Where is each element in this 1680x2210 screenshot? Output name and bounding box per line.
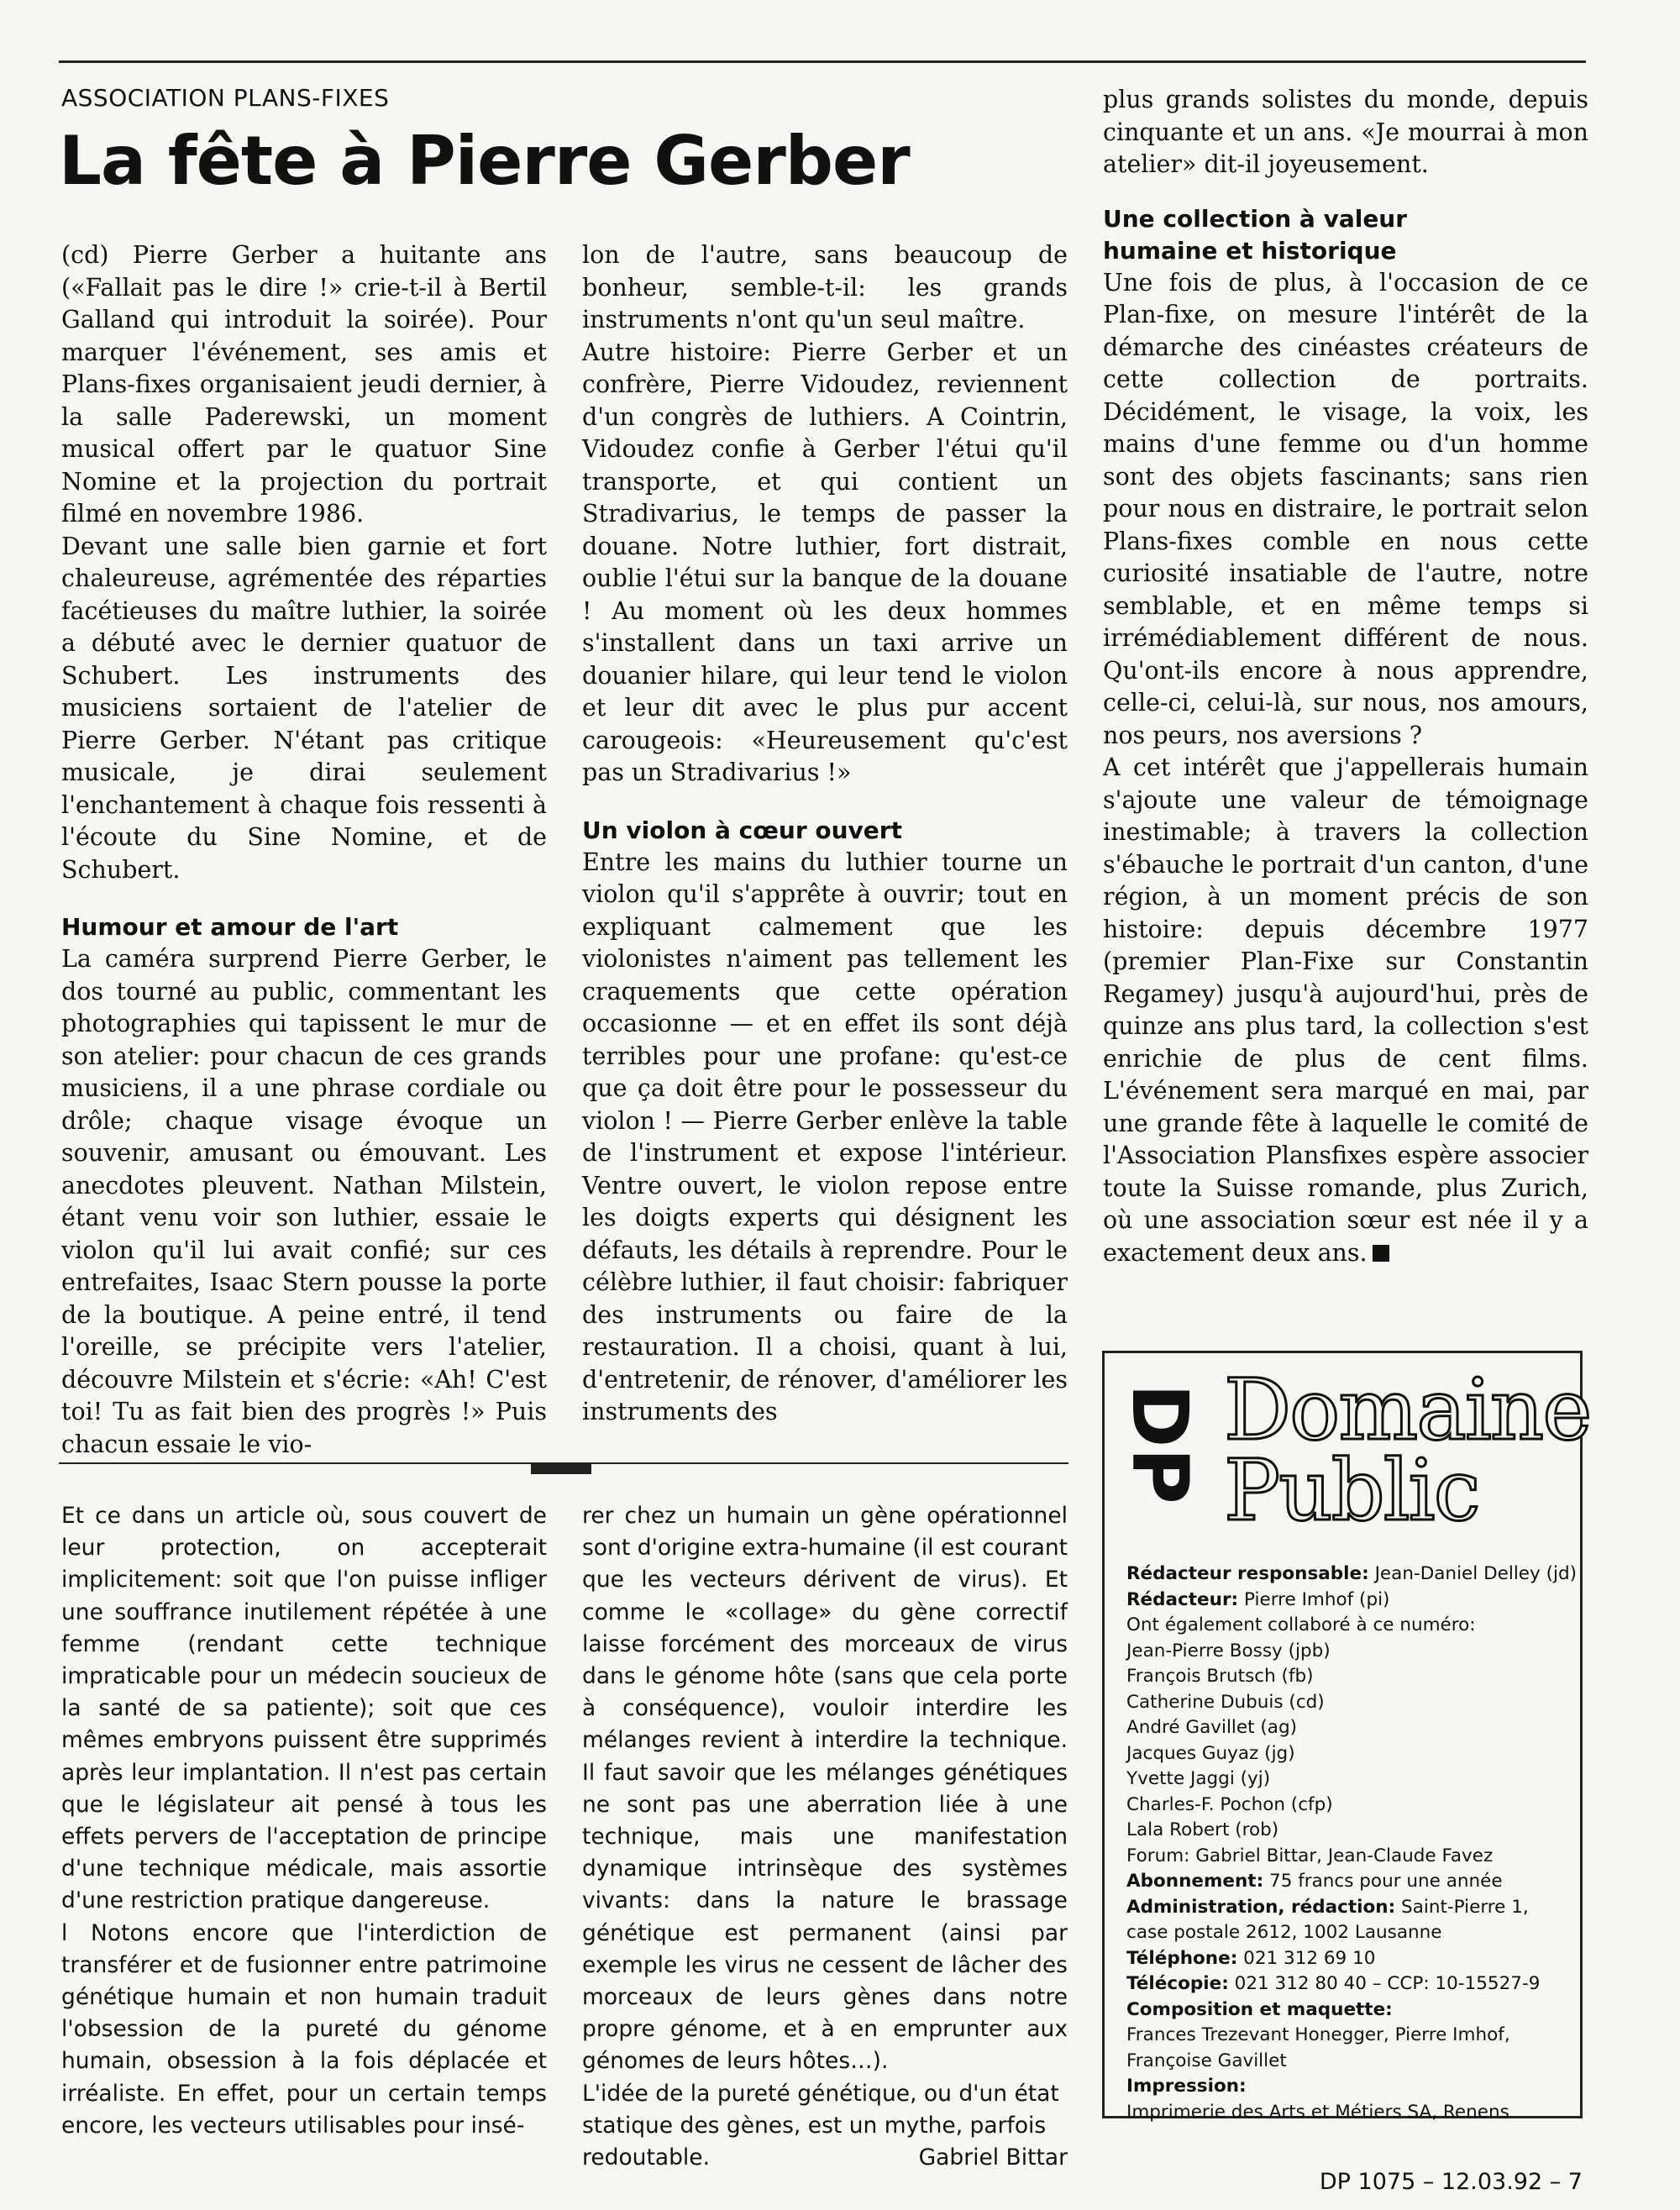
credit-line: [1126, 1741, 1572, 1767]
credit-line: [1126, 1946, 1572, 1972]
paragraph: lon de l'autre, sans beaucoup de bonheur, semble-t-il: les grands instruments n'ont qu'un seul maître.: [582, 241, 1068, 333]
credit-line: [1126, 1664, 1572, 1690]
subheading: [1103, 203, 1588, 267]
section-kicker: ASSOCIATION PLANS-FIXES: [61, 84, 390, 112]
paragraph: [582, 2078, 1068, 2175]
credit-value: 021 312 69 10: [1243, 1947, 1376, 1969]
author-signature: Gabriel Bittar: [918, 2144, 1068, 2171]
credit-line: [1126, 2049, 1572, 2075]
credit-label: Abonnement:: [1126, 1871, 1264, 1892]
credit-value: Jean-Daniel Delley (jd): [1374, 1563, 1577, 1584]
paragraph: Entre les mains du luthier tourne un violon qu'il s'apprête à ouvrir; tout en expliquant calmement que les violonistes n'aiment pas tellement les craquements que cette opération occasionne — et en effet ils sont déjà terribles pour une profane: qu'est-ce que ça doit être pour le possesseur du violon ! — Pierre Gerber enlève la table de l'instrument et expose l'intérieur. Ventre ouvert, le violon repose entre les doigts experts qui désignent les défauts, les détails à reprendre. Pour le célèbre luthier, il faut choisir: fabriquer des instruments ou faire de la restauration. Il a choisi, quant à lui, d'entretenir, de rénover, d'améliorer les instruments des: [582, 848, 1068, 1425]
credit-value: Imprimerie des Arts et Métiers SA, Renens: [1126, 2101, 1509, 2123]
credit-value: Forum: Gabriel Bittar, Jean-Claude Favez: [1126, 1845, 1494, 1866]
article-column-1: [61, 239, 547, 1461]
credit-label: Télécopie:: [1126, 1973, 1229, 1994]
credit-line: [1126, 2100, 1572, 2126]
article-column-3: [1103, 84, 1588, 1269]
article-headline: La fête à Pierre Gerber: [59, 122, 910, 200]
credit-value: Catherine Dubuis (cd): [1126, 1691, 1325, 1713]
credit-label: Composition et maquette:: [1126, 1998, 1393, 2020]
page-footer: DP 1075 – 12.03.92 – 7: [1319, 2169, 1583, 2195]
credit-value: Lala Robert (rob): [1126, 1819, 1279, 1840]
credits-list: [1126, 1562, 1577, 2125]
paragraph: l Notons encore que l'interdiction de transférer et de fusionner entre patrimoine génétique humain et non humain traduit l'obsession de la pureté du génome humain, obsession à la fois déplacée et irréaliste. En effet, pour un certain temps encore, les vecteurs utilisables pour insé-: [61, 1919, 547, 2139]
paragraph-text: A cet intérêt que j'appellerais humain s'ajoute une valeur de témoignage inestimable; à travers la collection s'ébauche le portrait d'un canton, d'une région, à un moment précis de son histoire: depuis décembre 1977 (premier Plan-Fixe sur Constantin Regamey) jusqu'à aujourd'hui, près de quinze ans plus tard, la collection s'est enrichie de plus de cent films. L'événement sera marqué en mai, par une grande fête à laquelle le comité de l'Association Plansfixes espère associer toute la Suisse romande, plus Zurich, où une association sœur est née il y a exactement deux ans.: [1103, 753, 1588, 1267]
subheading: Un violon à cœur ouvert: [582, 816, 902, 844]
article-column-2: [582, 239, 1068, 1429]
credit-line: [1126, 1895, 1572, 1921]
masthead-title-line: Domaine: [1224, 1361, 1591, 1459]
masthead-box: [1102, 1351, 1591, 2123]
paragraph: Une fois de plus, à l'occasion de ce Plan-fixe, on mesure l'intérêt de la démarche des cinéastes créateurs de cette collection de portraits. Décidément, le visage, la voix, les mains d'une femme ou d'un homme sont des objets fascinants; sans rien pour nous en distraire, le portrait selon Plans-fixes comble en nous cette curiosité insatiable de l'autre, notre semblable, et en même temps si irrémédiablement différent de nous. Qu'ont-ils encore à nous apprendre, celle-ci, celui-là, sur nous, nos amours, nos peurs, nos aversions ?: [1103, 268, 1588, 749]
credit-value: André Gavillet (ag): [1126, 1717, 1297, 1738]
subheading-line: humaine et historique: [1103, 236, 1397, 265]
credit-line: [1126, 1613, 1572, 1639]
masthead-title: [1224, 1361, 1591, 1540]
masthead-title-line: Public: [1224, 1441, 1479, 1540]
dp-logo-text: DP: [1115, 1383, 1205, 1504]
credit-line: [1126, 1844, 1572, 1870]
credit-line: [1126, 1869, 1572, 1895]
credit-line: [1126, 2023, 1572, 2049]
credit-line: [1126, 1766, 1572, 1793]
credit-value: 021 312 80 40 – CCP: 10-15527-9: [1234, 1973, 1541, 1994]
credit-label: Rédacteur:: [1126, 1588, 1239, 1610]
credit-label: Impression:: [1126, 2076, 1247, 2097]
credit-line: [1126, 1562, 1577, 1588]
lower-column-1: [61, 1500, 547, 2142]
credit-value: Saint-Pierre 1,: [1401, 1896, 1529, 1918]
credit-value: Françoise Gavillet: [1126, 2050, 1287, 2071]
subheading-line: Une collection à valeur: [1103, 204, 1408, 233]
credit-value: Yvette Jaggi (yj): [1126, 1768, 1271, 1789]
credit-value: Jacques Guyaz (jg): [1126, 1742, 1295, 1764]
end-mark-icon: [1373, 1245, 1389, 1262]
credit-value: Charles-F. Pochon (cfp): [1126, 1793, 1333, 1815]
credit-value: Ont également collaboré à ce numéro:: [1126, 1614, 1476, 1635]
paragraph: La caméra surprend Pierre Gerber, le dos tourné au public, commentant les photographies qui tapissent le mur de son atelier: pour chacun de ces grands musiciens, il a une phrase cordiale ou drôle; chaque visage évoque un souvenir, amusant ou émouvant. Les anecdotes pleuvent. Nathan Milstein, étant venu voir son luthier, essaie le violon qu'il lui avait confié; sur ces entrefaites, Isaac Stern pousse la porte de la boutique. A peine entré, il tend l'oreille, se précipite vers l'atelier, découvre Milstein et s'écrie: «Ah! C'est toi! Tu as fait bien des progrès !» Puis chacun essaie le vio-: [61, 945, 547, 1458]
credit-label: Rédacteur responsable:: [1126, 1563, 1369, 1584]
paragraph: plus grands solistes du monde, depuis cinquante et un ans. «Je mourrai à mon atelier» dit-il joyeusement.: [1103, 86, 1588, 178]
credit-value: case postale 2612, 1002 Lausanne: [1126, 1922, 1442, 1943]
credit-value: François Brutsch (fb): [1126, 1666, 1314, 1687]
credit-line: [1126, 2074, 1572, 2100]
paragraph-text: L'idée de la pureté génétique, ou d'un état statique des gènes, est un mythe, parfois redoutable.: [582, 2080, 1059, 2171]
top-rule: [59, 60, 1586, 63]
credit-value: Frances Trezevant Honegger, Pierre Imhof,: [1126, 2024, 1510, 2045]
credit-value: Pierre Imhof (pi): [1244, 1588, 1390, 1610]
lower-column-2: [582, 1500, 1068, 2174]
paragraph: Et ce dans un article où, sous couvert de leur protection, on accepterait implicitement: soit que l'on puisse infliger une souffrance inutilement répétée à une femme (rendant cette technique impraticable pour un médecin soucieux de la santé de sa patiente); soit que ces mêmes embryons puissent être supprimés après leur implantation. Il n'est pas certain que le législateur ait pensé à tous les effets pervers de l'acceptation de principe d'une technique médicale, mais assortie d'une restriction pratique dangereuse.: [61, 1503, 547, 1914]
credit-line: [1126, 1715, 1572, 1741]
credit-line: [1126, 1639, 1572, 1665]
credit-value: 75 francs pour une année: [1269, 1871, 1503, 1892]
paragraph: Autre histoire: Pierre Gerber et un confrère, Pierre Vidoudez, reviennent d'un congrès de luthiers. A Cointrin, Vidoudez confie à Gerber l'étui qu'il transporte, et qui contient un Stradivarius, le temps de passer la douane. Notre luthier, fort distrait, oublie l'étui sur la banque de la douane ! Au moment où les deux hommes s'installent dans un taxi arrive un douanier hilare, qui leur tend le violon et leur dit avec le plus pur accent carougeois: «Heureusement qu'c'est pas un Stradivarius !»: [582, 338, 1068, 786]
credit-line: [1126, 1793, 1572, 1819]
subheading: Humour et amour de l'art: [61, 913, 399, 941]
dp-logo: [1115, 1378, 1205, 1546]
credit-label: Administration, rédaction:: [1126, 1896, 1396, 1918]
credit-line: [1126, 1997, 1572, 2024]
paragraph: rer chez un humain un gène opérationnel sont d'origine extra-humaine (il est courant que les vecteurs dérivent de virus). Et comme le «collage» du gène correctif laisse forcément des morceaux de virus dans le génome hôte (sans que cela porte à conséquence), vouloir interdire les mélanges revient à interdire la technique. Il faut savoir que les mélanges génétiques ne sont pas une aberration liée à une technique, mais une manifestation dynamique intrinsèque des systèmes vivants: dans la nature le brassage génétique est permanent (ainsi par exemple les virus ne cessent de lâcher des morceaux de leurs gènes dans notre propre génome, et à en emprunter aux génomes de leurs hôtes…).: [582, 1503, 1068, 2075]
paragraph: (cd) Pierre Gerber a huitante ans («Fallait pas le dire !» crie-t-il à Bertil Galland qui introduit la soirée). Pour marquer l'événement, ses amis et Plans-fixes organisaient jeudi dernier, à la salle Paderewski, un moment musical offert par le quatuor Sine Nomine et la projection du portrait filmé en novembre 1986.: [61, 241, 547, 528]
credit-value: Jean-Pierre Bossy (jpb): [1126, 1640, 1331, 1661]
credit-line: [1126, 1920, 1572, 1946]
credit-line: [1126, 1971, 1572, 1997]
paragraph: [1103, 752, 1588, 1269]
separator-marker: [531, 1462, 591, 1474]
credit-line: [1126, 1690, 1572, 1716]
credit-label: Téléphone:: [1126, 1947, 1238, 1969]
credit-line: [1126, 1588, 1572, 1614]
credit-line: [1126, 1818, 1572, 1844]
paragraph: Devant une salle bien garnie et fort chaleureuse, agrémentée des réparties facétieuses du maître luthier, la soirée a débuté avec le dernier quatuor de Schubert. Les instruments des musiciens sortaient de l'atelier de Pierre Gerber. N'étant pas critique musicale, je dirai seulement l'enchantement à chaque fois ressenti à l'écoute du Sine Nomine, et de Schubert.: [61, 532, 547, 884]
